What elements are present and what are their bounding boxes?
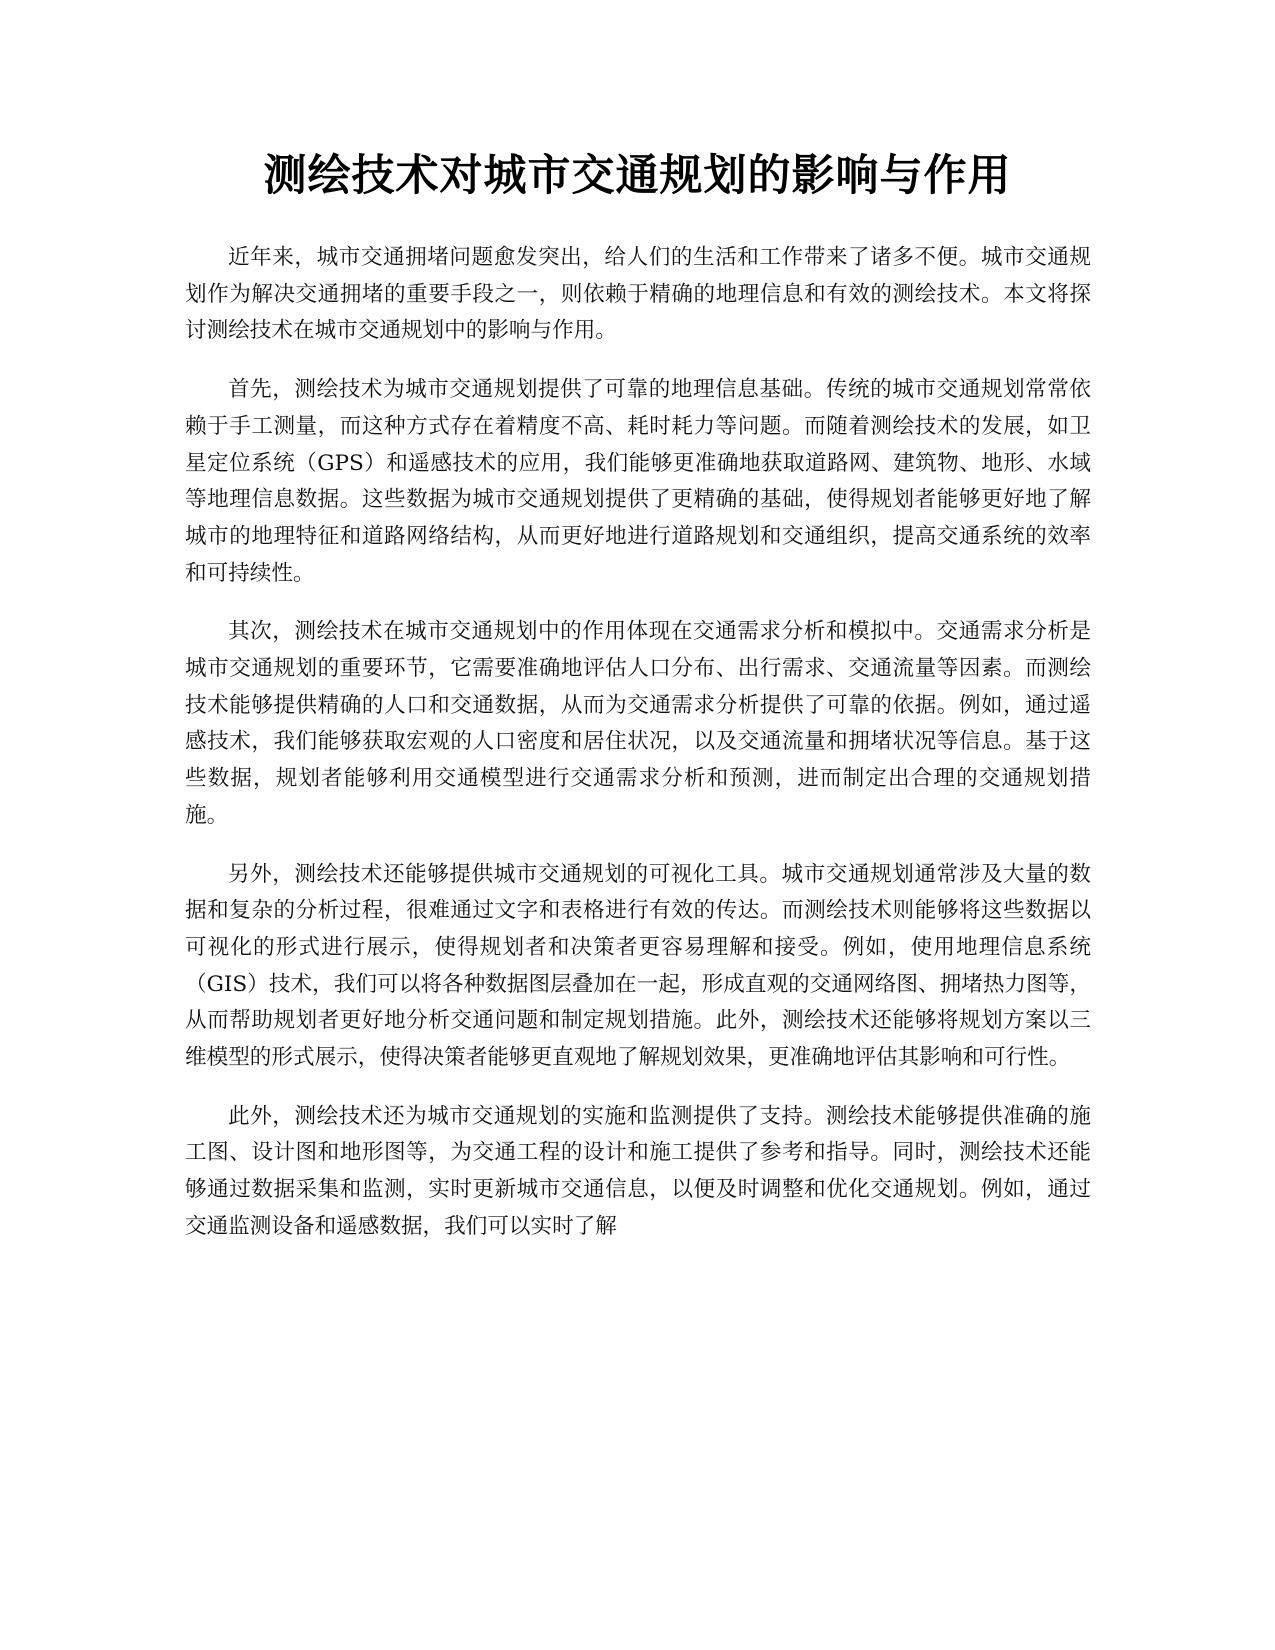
paragraph-5: 此外，测绘技术还为城市交通规划的实施和监测提供了支持。测绘技术能够提供准确的施工图、设计图和地形图等，为交通工程的设计和施工提供了参考和指导。同时，测绘技术还能够通过数据采集和监测，实时更新城市交通信息，以便及时调整和优化交通规划。例如，通过交通监测设备和遥感数据，我们可以实时了解	[185, 1103, 1091, 1239]
paragraph-3: 其次，测绘技术在城市交通规划中的作用体现在交通需求分析和模拟中。交通需求分析是城市交通规划的重要环节，它需要准确地评估人口分布、出行需求、交通流量等因素。而测绘技术能够提供精确的人口和交通数据，从而为交通需求分析提供了可靠的依据。例如，通过遥感技术，我们能够获取宏观的人口密度和居住状况，以及交通流量和拥堵状况等信息。基于这些数据，规划者能够利用交通模型进行交通需求分析和预测，进而制定出合理的交通规划措施。	[185, 619, 1091, 828]
paragraph-1: 近年来，城市交通拥堵问题愈发突出，给人们的生活和工作带来了诸多不便。城市交通规划作为解决交通拥堵的重要手段之一，则依赖于精确的地理信息和有效的测绘技术。本文将探讨测绘技术在城市交通规划中的影响与作用。	[185, 245, 1091, 344]
document-body	[185, 240, 1091, 1268]
document-title: 测绘技术对城市交通规划的影响与作用	[263, 151, 1012, 201]
paragraph-4: 另外，测绘技术还能够提供城市交通规划的可视化工具。城市交通规划通常涉及大量的数据和复杂的分析过程，很难通过文字和表格进行有效的传达。而测绘技术则能够将这些数据以可视化的形式进行展示，使得规划者和决策者更容易理解和接受。例如，使用地理信息系统（GIS）技术，我们可以将各种数据图层叠加在一起，形成直观的交通网络图、拥堵热力图等，从而帮助规划者更好地分析交通问题和制定规划措施。此外，测绘技术还能够将规划方案以三维模型的形式展示，使得决策者能够更直观地了解规划效果，更准确地评估其影响和可行性。	[185, 861, 1091, 1071]
paragraph-2: 首先，测绘技术为城市交通规划提供了可靠的地理信息基础。传统的城市交通规划常常依赖于手工测量，而这种方式存在着精度不高、耗时耗力等问题。而随着测绘技术的发展，如卫星定位系统（GPS）和遥感技术的应用，我们能够更准确地获取道路网、建筑物、地形、水域等地理信息数据。这些数据为城市交通规划提供了更精确的基础，使得规划者能够更好地了解城市的地理特征和道路网络结构，从而更好地进行道路规划和交通组织，提高交通系统的效率和可持续性。	[185, 377, 1091, 586]
